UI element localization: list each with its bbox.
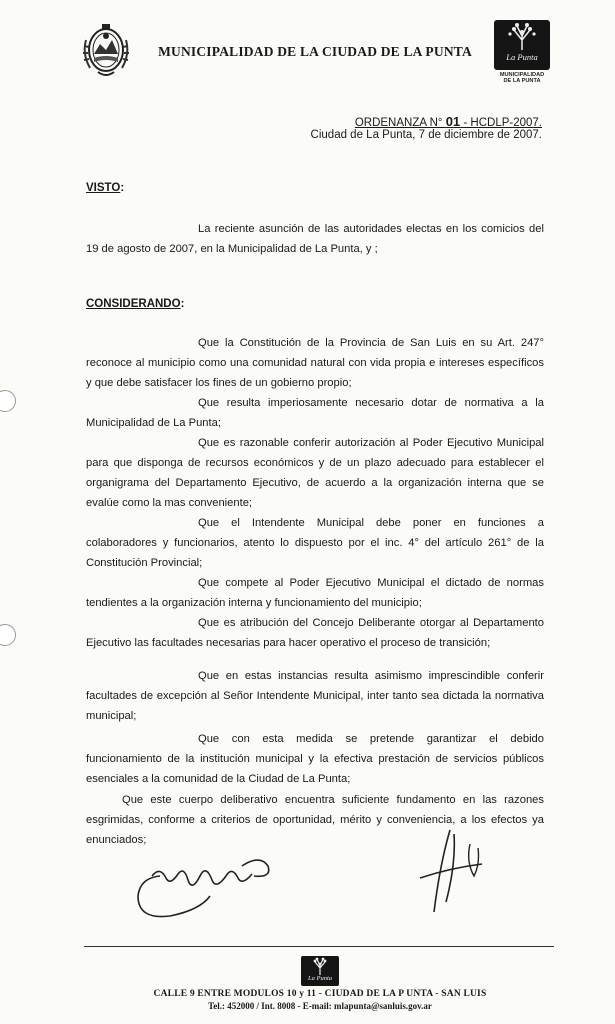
considerando-heading bbox=[86, 298, 184, 310]
visto-text: La reciente asunción de las autoridades electas en los comicios del 19 de agosto de 2007, en la Municipalidad de La Punta, y ; bbox=[86, 223, 544, 255]
visto-heading bbox=[86, 182, 124, 194]
logo-text: La Punta bbox=[506, 52, 538, 62]
footer-plant-icon bbox=[301, 956, 339, 976]
footer-logo bbox=[301, 956, 339, 986]
ordinance-prefix: ORDENANZA N° bbox=[354, 117, 443, 129]
considerando-paragraph: Que en estas instancias resulta asimismo imprescindible conferir facultades de excepción al Señor Intendente Municipal, inter tanto sea dictada la normativa municipal; bbox=[86, 670, 544, 722]
considerando-paragraph: Que el Intendente Municipal debe poner en funciones a colaboradores y funcionarios, atento lo dispuesto por el inc. 4° del artículo 261° de la Constitución Provincial; bbox=[86, 517, 544, 569]
considerando-paragraph: Que es atribución del Concejo Deliberante otorgar al Departamento Ejecutivo las facultades necesarias para hacer operativo el proceso de transición; bbox=[86, 617, 544, 649]
ordinance-date: Ciudad de La Punta, 7 de diciembre de 2007. bbox=[310, 129, 542, 141]
considerando-paragraph: Que resulta imperiosamente necesario dotar de normativa a la Municipalidad de La Punta; bbox=[86, 397, 544, 429]
considerando-heading-text: CONSIDERANDO bbox=[86, 298, 181, 310]
ordinance-num: 01 bbox=[445, 114, 461, 129]
signature-left bbox=[130, 836, 280, 926]
footer-address: CALLE 9 ENTRE MODULOS 10 y 11 - CIUDAD DE LA P UNTA - SAN LUIS bbox=[153, 989, 487, 999]
ordinance-number bbox=[355, 114, 542, 129]
logo-caption-line-1: MUNICIPALIDAD bbox=[499, 72, 545, 78]
footer-contact: Tel.: 452000 / Int. 8008 - E-mail: mlapunta@sanluis.gov.ar bbox=[208, 1001, 432, 1011]
considerando-paragraph: Que la Constitución de la Provincia de San Luis en su Art. 247° reconoce al municipio como una comunidad natural con vida propia e intereses específicos y que debe satisfacer los fines de un gobierno propio; bbox=[86, 337, 544, 389]
logo-caption bbox=[488, 72, 556, 85]
considerando-paragraph: Que es razonable conferir autorización al Poder Ejecutivo Municipal para que disponga de recursos económicos y de un plazo adecuado para establecer el organigrama del Departamento Ejecutivo, de acuerdo a la organización interna que se evalúe como la mas conveniente; bbox=[86, 437, 544, 509]
considerando-colon: : bbox=[180, 298, 185, 310]
plant-logo-icon bbox=[494, 20, 550, 52]
visto-colon: : bbox=[120, 182, 125, 194]
header-title: MUNICIPALIDAD DE LA CIUDAD DE LA PUNTA bbox=[158, 44, 472, 59]
considerando-paragraph: Que este cuerpo deliberativo encuentra suficiente fundamento en las razones esgrimidas, conforme a criterios de oportunidad, mérito y conveniencia, a los efectos ya enunciados; bbox=[86, 794, 544, 846]
considerando-paragraph: Que compete al Poder Ejecutivo Municipal el dictado de normas tendientes a la organización interna y funcionamiento del municipio; bbox=[86, 577, 544, 609]
signature-right bbox=[410, 824, 500, 924]
visto-heading-text: VISTO bbox=[86, 182, 121, 194]
la-punta-logo bbox=[494, 20, 550, 70]
considerando-paragraph: Que con esta medida se pretende garantizar el debido funcionamiento de la institución municipal y la efectiva prestación de servicios públicos esenciales a la comunidad de la Ciudad de La Punta; bbox=[86, 733, 544, 785]
logo-caption-line-2: DE LA PUNTA bbox=[503, 78, 541, 85]
punch-hole bbox=[0, 390, 16, 412]
municipal-crest-icon bbox=[80, 20, 132, 82]
footer-logo-text: La Punta bbox=[307, 975, 333, 982]
ordinance-suffix: - HCDLP-2007. bbox=[463, 117, 542, 129]
punch-hole bbox=[0, 624, 16, 646]
footer-divider bbox=[84, 946, 554, 947]
